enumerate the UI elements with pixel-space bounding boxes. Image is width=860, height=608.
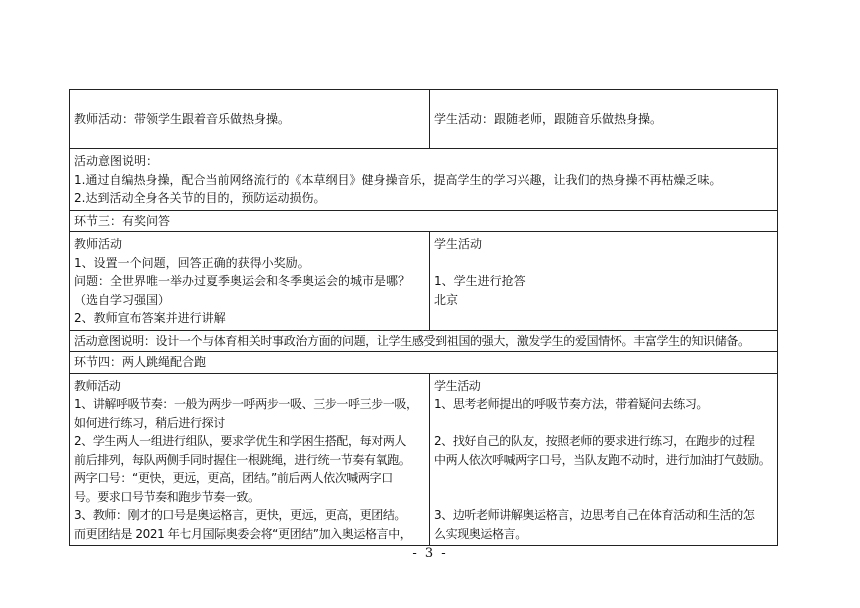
table-row [70, 210, 778, 232]
table-row [70, 352, 778, 374]
teacher-activity-head: 教师活动 [74, 378, 121, 393]
intent-line-1: 1.通过自编热身操，配合当前网络流行的《本草纲目》健身操音乐，提高学生的学习兴趣，让我们的热身操不再枯燥乏味。 [74, 172, 722, 187]
student-activity-cell [430, 232, 778, 331]
teacher-question-source: （选自学习强国） [74, 292, 171, 307]
table-row [70, 149, 778, 211]
teacher-step-2: 2、教师宣布答案并进行讲解 [74, 311, 226, 325]
student-activity-cell [430, 90, 778, 149]
student-line-3: 中两人依次呼喊两字口号，当队友跑不动时，进行加油打气鼓励。 [434, 452, 771, 467]
page-number: - 3 - [412, 546, 448, 561]
spacer [434, 488, 773, 507]
section-heading-text: 环节三：有奖问答 [74, 213, 171, 228]
section-heading [70, 210, 778, 232]
teacher-line-2: 如何进行练习，稍后进行探讨 [74, 415, 225, 430]
student-line-5: 么实现奥运格言。 [434, 526, 527, 541]
intent-text: 活动意图说明：设计一个与体育相关时事政治方面的问题，让学生感受到祖国的强大，激发学生的爱国情怀。丰富学生的知识储备。 [74, 333, 750, 348]
table-row [70, 90, 778, 149]
teacher-step-1: 1、设置一个问题，回答正确的获得小奖励。 [74, 255, 310, 270]
teacher-line-1: 1、讲解呼吸节奏：一般为两步一呼两步一吸、三步一呼三步一吸， [74, 397, 418, 411]
student-line-2: 2、找好自己的队友，按照老师的要求进行练习，在跑步的过程 [434, 434, 755, 448]
student-activity-head: 学生活动 [434, 378, 481, 393]
teacher-activity-cell [70, 232, 430, 331]
student-line-4: 3、边听老师讲解奥运格言，边思考自己在体育活动和生活的怎 [434, 508, 755, 522]
table-row [70, 330, 778, 352]
teacher-line-4: 前后排列，每队两侧手同时握住一根跳绳，进行统一节奏有氧跑。 [74, 452, 411, 467]
student-step-1: 1、学生进行抢答 [434, 274, 526, 288]
teacher-activity-cell [70, 373, 430, 546]
student-activity-text: 学生活动：跟随老师，跟随音乐做热身操。 [434, 111, 663, 126]
intent-cell [70, 330, 778, 352]
teacher-line-5: 两字口号：“更快，更远，更高，团结。”前后两人依次喊两字口 [74, 471, 393, 485]
teacher-question: 问题：全世界唯一举办过夏季奥运会和冬季奥运会的城市是哪？ [74, 274, 411, 288]
table-row [70, 373, 778, 546]
spacer [434, 254, 773, 273]
teacher-line-6: 号。要求口号节奏和跑步节奏一致。 [74, 489, 260, 504]
teacher-line-7: 3、教师：刚才的口号是奥运格言，更快，更远，更高，更团结。 [74, 508, 407, 522]
section-heading-text: 环节四：两人跳绳配合跑 [74, 355, 207, 369]
section-heading [70, 352, 778, 374]
table-row [70, 232, 778, 331]
lesson-plan-table [69, 89, 778, 546]
student-activity-cell [430, 373, 778, 546]
teacher-line-3: 2、学生两人一组进行组队，要求学优生和学困生搭配，每对两人 [74, 434, 407, 448]
student-answer: 北京 [434, 292, 459, 307]
student-line-1: 1、思考老师提出的呼吸节奏方法，带着疑问去练习。 [434, 397, 709, 411]
intent-title: 活动意图说明： [74, 154, 159, 168]
student-activity-head: 学生活动 [434, 237, 483, 251]
teacher-activity-head: 教师活动 [74, 237, 123, 251]
intent-cell [70, 149, 778, 211]
spacer [434, 469, 773, 488]
teacher-line-8: 而更团结是 2021 年七月国际奥委会将“更团结”加入奥运格言中， [74, 526, 412, 541]
spacer [434, 414, 773, 433]
teacher-activity-text: 教师活动：带领学生跟着音乐做热身操。 [74, 111, 291, 126]
intent-line-2: 2.达到活动全身各关节的目的，预防运动损伤。 [74, 191, 326, 205]
teacher-activity-cell [70, 90, 430, 149]
